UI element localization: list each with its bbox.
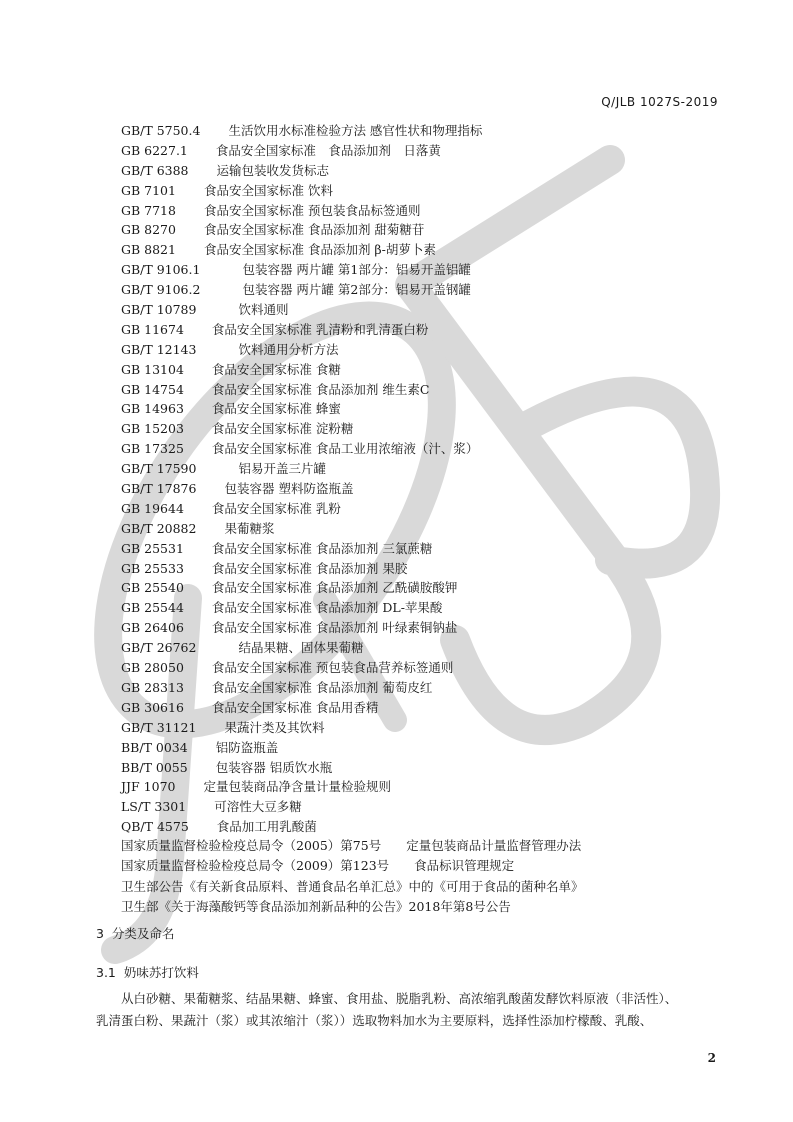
reference-item: [121, 360, 731, 380]
reference-item: [121, 320, 731, 340]
reference-item: [121, 618, 731, 638]
reference-item: [121, 698, 731, 718]
reference-title: 包装容器 两片罐 第1部分：铝易开盖铝罐: [242, 262, 471, 278]
reference-item: [121, 141, 731, 161]
document-code: Q/JLB 1027S-2019: [601, 95, 718, 109]
reference-item: [121, 658, 731, 678]
reference-code: GB 28313: [121, 679, 184, 695]
reference-code: GB/T 5750.4: [121, 123, 201, 138]
reference-title: 可溶性大豆多糖: [214, 799, 302, 815]
section-3-heading: [96, 924, 174, 942]
section-3-1-heading: [96, 963, 199, 981]
reference-title: 包装容器 两片罐 第2部分：铝易开盖钢罐: [242, 282, 471, 298]
reference-code: BB/T 0034: [121, 739, 188, 755]
reference-item: [121, 220, 731, 240]
reference-code: GB 14754: [121, 381, 184, 397]
reference-title: 果葡糖浆: [224, 520, 275, 536]
normative-references-list: [121, 121, 731, 837]
regulation-item: 卫生部《关于海藻酸钙等食品添加剂新品种的公告》2018年第8号公告: [121, 898, 511, 914]
reference-code: GB 8270: [121, 222, 176, 238]
reference-code: GB 25544: [121, 600, 184, 616]
reference-title: 食品安全国家标准 饮料: [203, 182, 333, 198]
reference-code: GB 7718: [121, 202, 176, 218]
reference-item: [121, 578, 731, 598]
reference-code: GB 28050: [121, 660, 184, 676]
reference-title: 食品安全国家标准 食品添加剂 葡萄皮红: [211, 679, 433, 695]
reference-item: [121, 559, 731, 579]
reference-title: 食品安全国家标准 食品工业用浓缩液（汁、浆）: [211, 441, 479, 457]
reference-code: GB 13104: [121, 361, 184, 377]
reference-item: [121, 519, 731, 539]
reference-item: [121, 300, 731, 320]
reference-title: 食品安全国家标准 蜂蜜: [211, 401, 341, 417]
reference-title: 结晶果糖、固体果葡糖: [238, 640, 364, 656]
reference-title: 铝易开盖三片罐: [238, 461, 326, 477]
reference-title: 果蔬汁类及其饮料: [224, 719, 325, 735]
regulation-item: 国家质量监督检验检疫总局令（2009）第123号 食品标识管理规定: [121, 858, 515, 874]
reference-item: [121, 459, 731, 479]
paragraph-line: 乳清蛋白粉、果蔬汁（浆）或其浓缩汁（浆））选取物料加水为主要原料，选择性添加柠檬酸、乳酸、: [96, 1013, 653, 1028]
reference-item: [121, 539, 731, 559]
regulation-item: 国家质量监督检验检疫总局令（2005）第75号 定量包装商品计量监督管理办法: [121, 838, 582, 853]
section-number: 3: [96, 926, 104, 941]
reference-code: GB 19644: [121, 500, 184, 516]
reference-title: 食品安全国家标准 食品添加剂 叶绿素铜钠盐: [211, 620, 458, 636]
reference-title: 饮料通则: [238, 302, 289, 318]
reference-code: GB 26406: [121, 620, 184, 636]
reference-title: 食品安全国家标准 食品添加剂 甜菊糖苷: [203, 222, 425, 238]
reference-code: QB/T 4575: [121, 819, 189, 835]
reference-item: [121, 380, 731, 400]
section-number: 3.1: [96, 965, 116, 980]
reference-item: [121, 280, 731, 300]
reference-title: 食品安全国家标准 食品用香精: [211, 699, 379, 715]
reference-title: 定量包装商品净含量计量检验规则: [203, 779, 391, 795]
reference-item: [121, 817, 731, 837]
reference-title: 生活饮用水标准检验方法 感官性状和物理指标: [228, 123, 483, 138]
reference-item: [121, 479, 731, 499]
reference-title: 食品安全国家标准 食品添加剂 乙酰磺胺酸钾: [211, 580, 458, 596]
reference-code: GB 11674: [121, 321, 184, 337]
reference-code: GB 25531: [121, 540, 184, 556]
reference-item: [121, 738, 731, 758]
reference-item: [121, 598, 731, 618]
reference-item: [121, 777, 731, 797]
reference-item: [121, 181, 731, 201]
reference-code: GB/T 17876: [121, 481, 197, 497]
reference-code: GB 15203: [121, 421, 184, 437]
reference-title: 食品安全国家标准 乳粉: [211, 500, 341, 516]
reference-title: 运输包装收发货标志: [216, 162, 330, 178]
reference-item: [121, 758, 731, 778]
reference-item: [121, 499, 731, 519]
section-title: 分类及命名: [111, 926, 175, 941]
reference-title: 包装容器 铝质饮水瓶: [215, 759, 333, 775]
reference-code: GB/T 26762: [121, 640, 197, 656]
reference-title: 食品安全国家标准 食品添加剂 三氯蔗糖: [211, 540, 433, 556]
section-3-1-paragraph: [96, 988, 726, 1032]
reference-item: [121, 797, 731, 817]
section-title: 奶味苏打饮料: [123, 965, 199, 980]
reference-code: GB/T 9106.2: [121, 282, 201, 298]
reference-item: [121, 638, 731, 658]
reference-title: 食品安全国家标准 淀粉糖: [211, 421, 354, 437]
reference-code: GB/T 6388: [121, 162, 189, 178]
reference-code: GB/T 31121: [121, 719, 197, 735]
reference-item: [121, 399, 731, 419]
reference-code: JJF 1070: [121, 779, 176, 795]
reference-item: [121, 439, 731, 459]
reference-code: GB/T 10789: [121, 302, 197, 318]
paragraph-line: 从白砂糖、果葡糖浆、结晶果糖、蜂蜜、食用盐、脱脂乳粉、高浓缩乳酸菌发酵饮料原液（非活性）、: [121, 991, 678, 1006]
reference-code: GB 6227.1: [121, 142, 188, 158]
reference-title: 食品安全国家标准 食品添加剂 DL-苹果酸: [211, 600, 443, 616]
reference-code: GB 17325: [121, 441, 184, 457]
reference-item: [121, 678, 731, 698]
reference-item: [121, 161, 731, 181]
reference-title: 食品安全国家标准 食品添加剂 日落黄: [215, 142, 441, 158]
reference-code: GB/T 17590: [121, 461, 197, 477]
reference-code: BB/T 0055: [121, 759, 188, 775]
reference-title: 铝防盗瓶盖: [215, 739, 279, 755]
reference-title: 食品安全国家标准 预包装食品营养标签通则: [211, 660, 454, 676]
page-number: 2: [707, 1051, 716, 1065]
reference-code: LS/T 3301: [121, 799, 187, 815]
reference-code: GB 8821: [121, 242, 176, 258]
reference-code: GB/T 20882: [121, 520, 197, 536]
reference-title: 食品安全国家标准 乳清粉和乳清蛋白粉: [211, 321, 429, 337]
reference-code: GB/T 9106.1: [121, 262, 201, 278]
regulations-list: [121, 836, 731, 917]
reference-title: 食品安全国家标准 食品添加剂 果胶: [211, 560, 408, 576]
reference-title: 包装容器 塑料防盗瓶盖: [224, 481, 354, 497]
reference-code: GB 30616: [121, 699, 184, 715]
reference-item: [121, 340, 731, 360]
reference-code: GB 7101: [121, 182, 176, 198]
reference-code: GB/T 12143: [121, 341, 197, 357]
reference-title: 食品安全国家标准 食品添加剂 维生素C: [211, 381, 430, 397]
reference-title: 食品安全国家标准 食糖: [211, 361, 341, 377]
reference-item: [121, 718, 731, 738]
reference-title: 饮料通用分析方法: [238, 341, 339, 357]
reference-item: [121, 201, 731, 221]
reference-title: 食品安全国家标准 预包装食品标签通则: [203, 202, 421, 218]
reference-item: [121, 260, 731, 280]
reference-item: [121, 419, 731, 439]
reference-code: GB 25533: [121, 560, 184, 576]
regulation-item: 卫生部公告《有关新食品原料、普通食品名单汇总》中的《可用于食品的菌种名单》: [121, 878, 584, 894]
reference-item: [121, 121, 731, 141]
reference-title: 食品加工用乳酸菌: [216, 819, 317, 835]
reference-code: GB 14963: [121, 401, 184, 417]
reference-code: GB 25540: [121, 580, 184, 596]
reference-item: [121, 240, 731, 260]
reference-title: 食品安全国家标准 食品添加剂 β-胡萝卜素: [203, 242, 436, 258]
